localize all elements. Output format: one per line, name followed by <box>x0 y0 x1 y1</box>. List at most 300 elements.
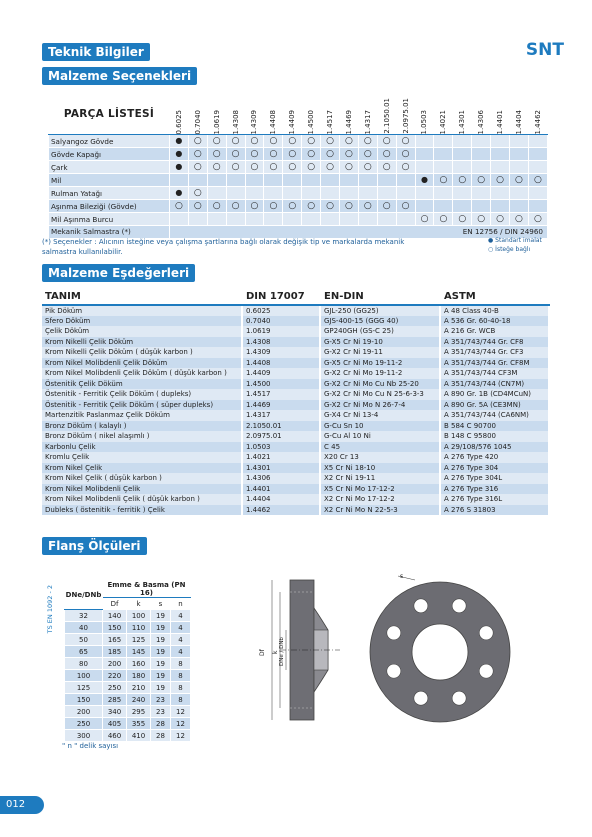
table-cell: 125 <box>65 682 103 694</box>
table-cell: 210 <box>127 682 151 694</box>
material-mark <box>283 174 302 187</box>
material-mark: ○ <box>339 200 358 213</box>
table-row <box>42 347 549 358</box>
material-mark: ○ <box>453 213 472 226</box>
table-cell: B 148 C 95800 <box>440 431 549 442</box>
table-cell: Östenitik Çelik Döküm <box>42 379 242 390</box>
material-mark <box>188 174 207 187</box>
table-row <box>42 431 549 442</box>
material-row <box>49 161 548 174</box>
part-name: Rulman Yatağı <box>49 187 170 200</box>
table-cell: 23 <box>151 694 171 706</box>
table-cell: X5 Cr Ni Mo 17-12-2 <box>320 484 440 495</box>
label-s: s <box>400 573 404 580</box>
table-cell: Pik Döküm <box>42 305 242 316</box>
legend-standard: Standart imalat <box>495 237 542 244</box>
table-cell: 1.4517 <box>242 389 320 400</box>
material-mark <box>453 161 472 174</box>
table-cell: 8 <box>171 670 191 682</box>
table-cell: G-Cu Sn 10 <box>320 421 440 432</box>
material-row <box>49 213 548 226</box>
material-mark: ○ <box>188 148 207 161</box>
table-cell: Krom Nikelli Çelik Döküm ( düşük karbon ) <box>42 347 242 358</box>
part-name: Mil <box>49 174 170 187</box>
table-cell: 180 <box>127 670 151 682</box>
table-cell: 110 <box>127 622 151 634</box>
table-cell: 250 <box>103 682 127 694</box>
table-row <box>65 634 191 646</box>
table-row <box>65 706 191 718</box>
bolt-hole <box>452 599 466 613</box>
material-mark: ○ <box>321 161 340 174</box>
material-mark: ○ <box>434 174 453 187</box>
table-cell: Krom Nikel Çelik <box>42 463 242 474</box>
material-mark: ○ <box>226 161 245 174</box>
table-cell: 0.7040 <box>242 316 320 327</box>
material-code-header: 1.0503 <box>415 93 434 135</box>
col-header-df: Df <box>103 598 127 610</box>
table-cell: A 890 Gr. 1B (CD4MCuN) <box>440 389 549 400</box>
section-title-technical: Teknik Bilgiler <box>42 43 150 61</box>
material-mark <box>377 174 396 187</box>
material-mark: ○ <box>283 148 302 161</box>
material-mark <box>358 174 377 187</box>
table-cell: 4 <box>171 622 191 634</box>
col-header-endin: EN-DIN <box>320 289 440 305</box>
material-mark <box>472 135 491 148</box>
material-mark: ○ <box>377 148 396 161</box>
table-cell: 4 <box>171 634 191 646</box>
material-mark <box>528 135 547 148</box>
material-mark: ○ <box>339 135 358 148</box>
table-cell: Sfero Döküm <box>42 316 242 327</box>
material-mark <box>226 213 245 226</box>
material-mark: ● <box>169 135 188 148</box>
table-cell: 1.4408 <box>242 358 320 369</box>
table-cell: 340 <box>103 706 127 718</box>
bolt-hole <box>414 599 428 613</box>
table-row <box>65 646 191 658</box>
table-cell: A 351/743/744 (CA6NM) <box>440 410 549 421</box>
table-row <box>42 484 549 495</box>
table-cell: 1.4301 <box>242 463 320 474</box>
part-name: Gövde Kapağı <box>49 148 170 161</box>
table-cell: 12 <box>171 730 191 742</box>
table-cell: 28 <box>151 730 171 742</box>
material-mark <box>264 174 283 187</box>
col-header-din: DIN 17007 <box>242 289 320 305</box>
col-header-n: n <box>171 598 191 610</box>
table-cell: Bronz Döküm ( kalaylı ) <box>42 421 242 432</box>
material-mark: ○ <box>283 135 302 148</box>
table-row <box>65 658 191 670</box>
table-row <box>42 505 549 516</box>
material-mark <box>415 200 434 213</box>
material-mark <box>510 200 529 213</box>
section-title-materials: Malzeme Seçenekleri <box>42 67 197 85</box>
table-cell: 40 <box>65 622 103 634</box>
material-mark <box>264 187 283 200</box>
table-cell: 28 <box>151 718 171 730</box>
table-cell: 285 <box>103 694 127 706</box>
filled-dot-icon: ● <box>488 237 494 244</box>
material-mark: ○ <box>415 213 434 226</box>
material-mark: ○ <box>188 161 207 174</box>
material-row <box>49 148 548 161</box>
material-mark <box>491 161 510 174</box>
material-code-header: 1.4409 <box>283 93 302 135</box>
part-name: Mil Aşınma Burcu <box>49 213 170 226</box>
table-cell: 19 <box>151 670 171 682</box>
label-df: Df <box>259 649 266 656</box>
material-mark: ○ <box>358 148 377 161</box>
table-cell: 1.4308 <box>242 337 320 348</box>
table-cell: 300 <box>65 730 103 742</box>
material-mark <box>321 213 340 226</box>
material-mark <box>434 161 453 174</box>
material-mark <box>472 200 491 213</box>
bolt-hole <box>479 626 493 640</box>
empty-dot-icon: ○ <box>488 246 494 253</box>
table-cell: 250 <box>65 718 103 730</box>
table-cell: C 45 <box>320 442 440 453</box>
table-cell: 65 <box>65 646 103 658</box>
table-cell: Martenzitik Paslanmaz Çelik Döküm <box>42 410 242 421</box>
material-options-table <box>48 92 548 239</box>
material-mark: ○ <box>302 148 321 161</box>
table-row <box>65 730 191 742</box>
table-cell: G-X5 Cr Ni Mo 19-11-2 <box>320 358 440 369</box>
table-cell: GJL-250 (GG25) <box>320 305 440 316</box>
table-cell: 19 <box>151 658 171 670</box>
material-code-header: 1.4301 <box>453 93 472 135</box>
material-mark <box>396 174 415 187</box>
table-cell: A 216 Gr. WCB <box>440 326 549 337</box>
table-cell: 19 <box>151 622 171 634</box>
standard-label: TS EN 1092 - 2 <box>46 585 54 634</box>
table-row <box>42 379 549 390</box>
material-mark: ○ <box>321 148 340 161</box>
material-mark <box>169 174 188 187</box>
material-mark <box>434 200 453 213</box>
brand-logo: SNT <box>525 40 564 60</box>
table-cell: 4 <box>171 646 191 658</box>
material-code-header: 1.4517 <box>321 93 340 135</box>
material-mark <box>207 187 226 200</box>
material-mark: ○ <box>302 161 321 174</box>
material-mark: ○ <box>245 148 264 161</box>
material-code-header: 1.4317 <box>358 93 377 135</box>
material-mark <box>453 148 472 161</box>
table-cell: G-X5 Cr Ni 19-10 <box>320 337 440 348</box>
material-code-header: 0.6025 <box>169 93 188 135</box>
legend <box>488 236 542 254</box>
material-mark <box>283 187 302 200</box>
table-cell: 32 <box>65 610 103 622</box>
table-cell: 8 <box>171 694 191 706</box>
table-cell: 185 <box>103 646 127 658</box>
table-cell: G-X4 Cr Ni 13-4 <box>320 410 440 421</box>
material-mark <box>245 174 264 187</box>
material-mark: ○ <box>434 213 453 226</box>
table-cell: A 276 Type 420 <box>440 452 549 463</box>
section-title-equivalents: Malzeme Eşdeğerleri <box>42 264 195 282</box>
table-row <box>42 337 549 348</box>
label-k: k <box>272 650 279 654</box>
material-mark <box>491 187 510 200</box>
material-mark <box>453 135 472 148</box>
material-mark: ○ <box>453 174 472 187</box>
material-mark <box>302 213 321 226</box>
table-cell: A 536 Gr. 60-40-18 <box>440 316 549 327</box>
material-mark <box>264 213 283 226</box>
material-mark: ○ <box>207 148 226 161</box>
material-mark <box>415 135 434 148</box>
table-cell: X2 Cr Ni Mo N 22-5-3 <box>320 505 440 516</box>
material-mark <box>472 161 491 174</box>
table-cell: Krom Nikel Molibdenli Çelik ( düşük karbon ) <box>42 494 242 505</box>
table-cell: 8 <box>171 658 191 670</box>
material-mark: ● <box>415 174 434 187</box>
table-cell: 0.6025 <box>242 305 320 316</box>
table-row <box>42 463 549 474</box>
table-cell: 23 <box>151 706 171 718</box>
material-mark <box>415 187 434 200</box>
flange-dimensions-table <box>64 580 191 742</box>
material-code-header: 1.4469 <box>339 93 358 135</box>
table-cell: 140 <box>103 610 127 622</box>
table-cell: 150 <box>103 622 127 634</box>
table-cell: Krom Nikel Çelik ( düşük karbon ) <box>42 473 242 484</box>
material-mark <box>245 213 264 226</box>
table-row <box>65 670 191 682</box>
material-mark: ○ <box>283 200 302 213</box>
table-row <box>42 326 549 337</box>
material-code-header: 1.4404 <box>510 93 529 135</box>
table-cell: 1.0503 <box>242 442 320 453</box>
table-cell: X2 Cr Ni Mo 17-12-2 <box>320 494 440 505</box>
table-cell: Bronz Döküm ( nikel alaşımlı ) <box>42 431 242 442</box>
table-cell: 145 <box>127 646 151 658</box>
table-row <box>42 316 549 327</box>
material-code-header: 1.4408 <box>264 93 283 135</box>
material-mark <box>472 187 491 200</box>
table-cell: Krom Nikel Molibdenli Çelik <box>42 484 242 495</box>
table-cell: 1.0619 <box>242 326 320 337</box>
material-mark: ○ <box>264 161 283 174</box>
material-mark: ○ <box>207 200 226 213</box>
material-mark: ○ <box>245 161 264 174</box>
col-header-dn: DNe/DNb <box>65 581 103 610</box>
material-mark <box>472 148 491 161</box>
table-cell: 2.0975.01 <box>242 431 320 442</box>
col-header-tanim: TANIM <box>42 289 242 305</box>
table-cell: GJS-400-15 (GGG 40) <box>320 316 440 327</box>
material-mark <box>510 187 529 200</box>
table-row <box>42 442 549 453</box>
material-mark <box>207 174 226 187</box>
material-mark <box>321 187 340 200</box>
flange-drawing <box>250 570 550 735</box>
table-cell: 8 <box>171 682 191 694</box>
material-mark <box>226 174 245 187</box>
col-header-k: k <box>127 598 151 610</box>
table-cell: 160 <box>127 658 151 670</box>
part-name: Mekanik Salmastra (*) <box>49 226 170 239</box>
table-cell: 125 <box>127 634 151 646</box>
table-cell: Krom Nikelli Çelik Döküm <box>42 337 242 348</box>
table-cell: Krom Nikel Molibdenli Çelik Döküm ( düşük karbon ) <box>42 368 242 379</box>
table-row <box>42 389 549 400</box>
material-mark: ○ <box>377 200 396 213</box>
table-cell: 1.4306 <box>242 473 320 484</box>
material-mark <box>434 187 453 200</box>
table-cell: Dubleks ( östenitik - ferritik ) Çelik <box>42 505 242 516</box>
material-code-header: 1.4306 <box>472 93 491 135</box>
material-mark <box>510 135 529 148</box>
material-mark <box>415 148 434 161</box>
material-mark <box>339 213 358 226</box>
material-mark: ○ <box>528 213 547 226</box>
table-cell: 220 <box>103 670 127 682</box>
material-mark <box>188 213 207 226</box>
material-code-header: 1.4021 <box>434 93 453 135</box>
table-row <box>65 622 191 634</box>
material-mark: ○ <box>358 200 377 213</box>
material-code-header: 0.7040 <box>188 93 207 135</box>
material-mark: ○ <box>358 135 377 148</box>
table-cell: 100 <box>127 610 151 622</box>
table-cell: A 276 Type 316L <box>440 494 549 505</box>
table-cell: 1.4409 <box>242 368 320 379</box>
part-name: Salyangoz Gövde <box>49 135 170 148</box>
material-code-header: 1.4500 <box>302 93 321 135</box>
material-mark: ○ <box>472 174 491 187</box>
table-cell: 1.4462 <box>242 505 320 516</box>
table-cell: B 584 C 90700 <box>440 421 549 432</box>
material-mark <box>491 148 510 161</box>
table-cell: Kromlu Çelik <box>42 452 242 463</box>
table-cell: 12 <box>171 706 191 718</box>
table-cell: A 276 S 31803 <box>440 505 549 516</box>
material-mark: ○ <box>321 200 340 213</box>
material-mark <box>510 148 529 161</box>
page-number: 012 <box>0 796 44 814</box>
bolt-hole <box>414 691 428 705</box>
bolt-hole <box>387 664 401 678</box>
material-mark <box>510 161 529 174</box>
material-mark <box>528 161 547 174</box>
material-mark: ○ <box>245 200 264 213</box>
material-mark: ○ <box>491 174 510 187</box>
material-mark: ● <box>169 187 188 200</box>
table-cell: 1.4317 <box>242 410 320 421</box>
hole-count-note: " n " delik sayısı <box>62 742 119 750</box>
col-header-astm: ASTM <box>440 289 549 305</box>
table-cell: 19 <box>151 646 171 658</box>
seal-note: (*) Seçenekler : Alıcının isteğine veya çalışma şartlarına bağlı olarak değişik tip ve markalarda mekanik salmastra kullanılabilir. <box>42 238 405 256</box>
bolt-hole <box>387 626 401 640</box>
table-cell: A 890 Gr. 5A (CE3MN) <box>440 400 549 411</box>
table-cell: 1.4021 <box>242 452 320 463</box>
table-row <box>42 368 549 379</box>
material-mark: ○ <box>207 135 226 148</box>
material-row <box>49 174 548 187</box>
table-cell: 295 <box>127 706 151 718</box>
col-header-s: s <box>151 598 171 610</box>
material-mark <box>396 213 415 226</box>
table-row <box>42 358 549 369</box>
table-cell: Karbonlu Çelik <box>42 442 242 453</box>
table-cell: G-Cu Al 10 Ni <box>320 431 440 442</box>
material-mark <box>528 148 547 161</box>
part-name: Aşınma Bileziği (Gövde) <box>49 200 170 213</box>
material-mark: ○ <box>226 200 245 213</box>
seal-standard: EN 12756 / DIN 24960 <box>169 226 547 239</box>
material-mark <box>434 148 453 161</box>
material-mark <box>491 200 510 213</box>
material-mark <box>491 135 510 148</box>
material-mark <box>283 213 302 226</box>
material-mark <box>358 187 377 200</box>
material-mark <box>245 187 264 200</box>
table-cell: 410 <box>127 730 151 742</box>
table-cell: 4 <box>171 610 191 622</box>
table-cell: A 351/743/744 Gr. CF8M <box>440 358 549 369</box>
material-mark <box>396 187 415 200</box>
table-cell: Krom Nikel Molibdenli Çelik Döküm <box>42 358 242 369</box>
material-mark <box>453 200 472 213</box>
table-cell: 1.4401 <box>242 484 320 495</box>
table-row <box>42 473 549 484</box>
table-cell: A 276 Type 316 <box>440 484 549 495</box>
table-row <box>42 400 549 411</box>
material-mark: ○ <box>226 148 245 161</box>
material-code-header: 1.4309 <box>245 93 264 135</box>
table-cell: 19 <box>151 682 171 694</box>
bolt-hole <box>452 691 466 705</box>
material-code-header: 1.0619 <box>207 93 226 135</box>
material-mark <box>415 161 434 174</box>
material-code-header: 2.1050.01 <box>377 93 396 135</box>
table-cell: X5 Cr Ni 18-10 <box>320 463 440 474</box>
material-mark <box>528 200 547 213</box>
table-cell: A 276 Type 304L <box>440 473 549 484</box>
table-cell: 240 <box>127 694 151 706</box>
table-cell: 355 <box>127 718 151 730</box>
material-mark: ○ <box>283 161 302 174</box>
material-mark: ○ <box>339 148 358 161</box>
table-row <box>42 421 549 432</box>
material-code-header: 1.4308 <box>226 93 245 135</box>
material-mark: ○ <box>207 161 226 174</box>
table-cell: 200 <box>103 658 127 670</box>
material-mark: ○ <box>188 200 207 213</box>
table-cell: A 351/743/744 Gr. CF8 <box>440 337 549 348</box>
table-cell: 12 <box>171 718 191 730</box>
bolt-hole <box>479 664 493 678</box>
material-mark <box>302 187 321 200</box>
table-cell: 1.4309 <box>242 347 320 358</box>
table-cell: 405 <box>103 718 127 730</box>
table-cell: Östenitik - Ferritik Çelik Döküm ( süper dupleks) <box>42 400 242 411</box>
material-mark <box>434 135 453 148</box>
table-cell: 460 <box>103 730 127 742</box>
material-mark: ○ <box>396 200 415 213</box>
table-cell: G-X2 Cr Ni Mo Cu Nb 25-20 <box>320 379 440 390</box>
material-mark: ○ <box>169 200 188 213</box>
table-cell: G-X2 Cr Ni Mo N 26-7-4 <box>320 400 440 411</box>
